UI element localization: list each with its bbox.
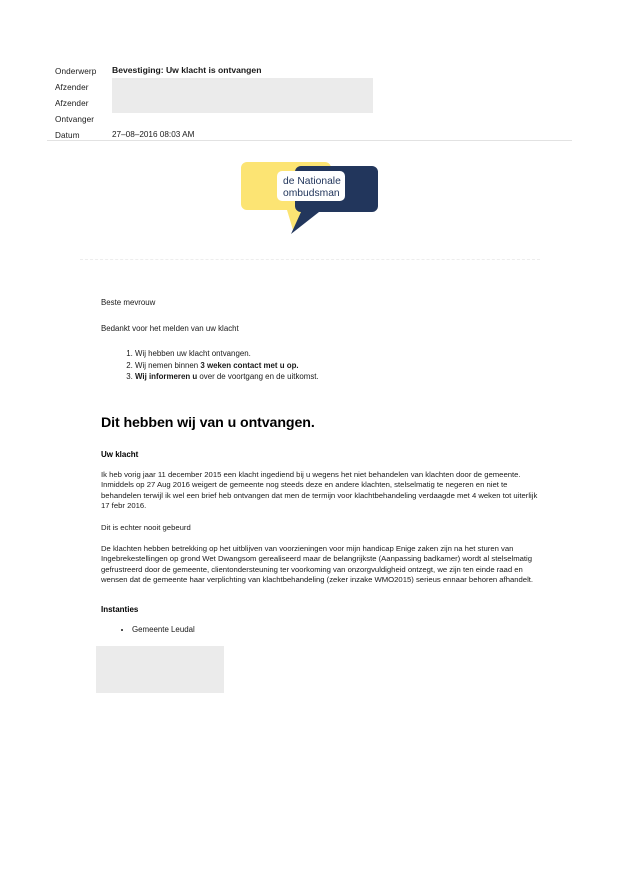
step-text-before: Wij nemen binnen <box>135 360 201 370</box>
section-title-instanties: Instanties <box>101 604 139 614</box>
meta-row-subject <box>55 63 385 79</box>
thanks-line: Bedankt voor het melden van uw klacht <box>101 323 239 333</box>
meta-label-sender-2: Afzender <box>55 99 89 108</box>
logo-text-line-2: ombudsman <box>283 188 340 199</box>
meta-value-subject: Bevestiging: Uw klacht is ontvangen <box>112 65 262 75</box>
step-text-before: Wij hebben uw klacht ontvangen. <box>135 349 251 359</box>
meta-value-date: 27–08–2016 08:03 AM <box>112 130 195 139</box>
complaint-detail: De klachten hebben betrekking op het uitblijven van voorzieningen voor mijn handicap Enige zaken zijn na het sturen van Ingebrekestellingen op grond Wet Dwangsom gerealiseerd maar de belangrijkste (Aanpassing badkamer) wordt al stelselmatig gefrustreerd door de gemeente, clientondersteuning ter voorkoming van onzorgvuldigheid ontzegt, we zijn ten einde raad en wensen dat de gemeente haar verplichting van klachtbehandeling (zeker inzake WMO2015) serieus ennaar behoren afhandelt. <box>101 544 534 585</box>
redacted-personal-details-block <box>96 646 224 693</box>
logo-text-line-1: de Nationale <box>283 176 341 187</box>
header-divider <box>47 140 572 141</box>
meta-label-subject: Onderwerp <box>55 67 97 76</box>
meta-label-sender-1: Afzender <box>55 83 89 92</box>
section-title-complaint: Uw klacht <box>101 449 139 459</box>
nationale-ombudsman-logo <box>241 160 378 236</box>
next-steps-list <box>101 348 541 383</box>
meta-row-recipient <box>55 111 385 127</box>
step-text-bold: Wij informeren u <box>135 372 198 382</box>
meta-label-recipient: Ontvanger <box>55 115 95 124</box>
meta-label-date: Datum <box>55 131 80 140</box>
salutation: Beste mevrouw <box>101 298 156 307</box>
instanties-list <box>101 624 541 635</box>
list-item <box>135 348 541 360</box>
list-item <box>135 360 541 372</box>
complaint-note: Dit is echter nooit gebeurd <box>101 522 191 532</box>
page-title: Dit hebben wij van u ontvangen. <box>101 414 315 431</box>
dashed-divider <box>80 259 540 260</box>
complaint-body: Ik heb vorig jaar 11 december 2015 een klacht ingediend bij u wegens het niet behandelen van klachten door de gemeente. Inmiddels op 27 Aug 2016 weigert de gemeente nog steeds deze en andere klachten, stelselmatig te negeren en niet te behandelen terwijl ik wel een brief heb ontvangen dat men de termijn voor klachtbehandeling verdaagde met 4 weken tot uiterlijk 17 febr 2016. <box>101 469 538 511</box>
list-item <box>135 371 541 383</box>
letter-body <box>101 298 541 684</box>
step-text-bold: 3 weken contact met u op. <box>200 360 299 370</box>
step-text-after: over de voortgang en de uitkomst. <box>197 372 319 382</box>
list-item: • Gemeente Leudal <box>132 624 541 635</box>
redacted-sender-block <box>112 78 373 113</box>
